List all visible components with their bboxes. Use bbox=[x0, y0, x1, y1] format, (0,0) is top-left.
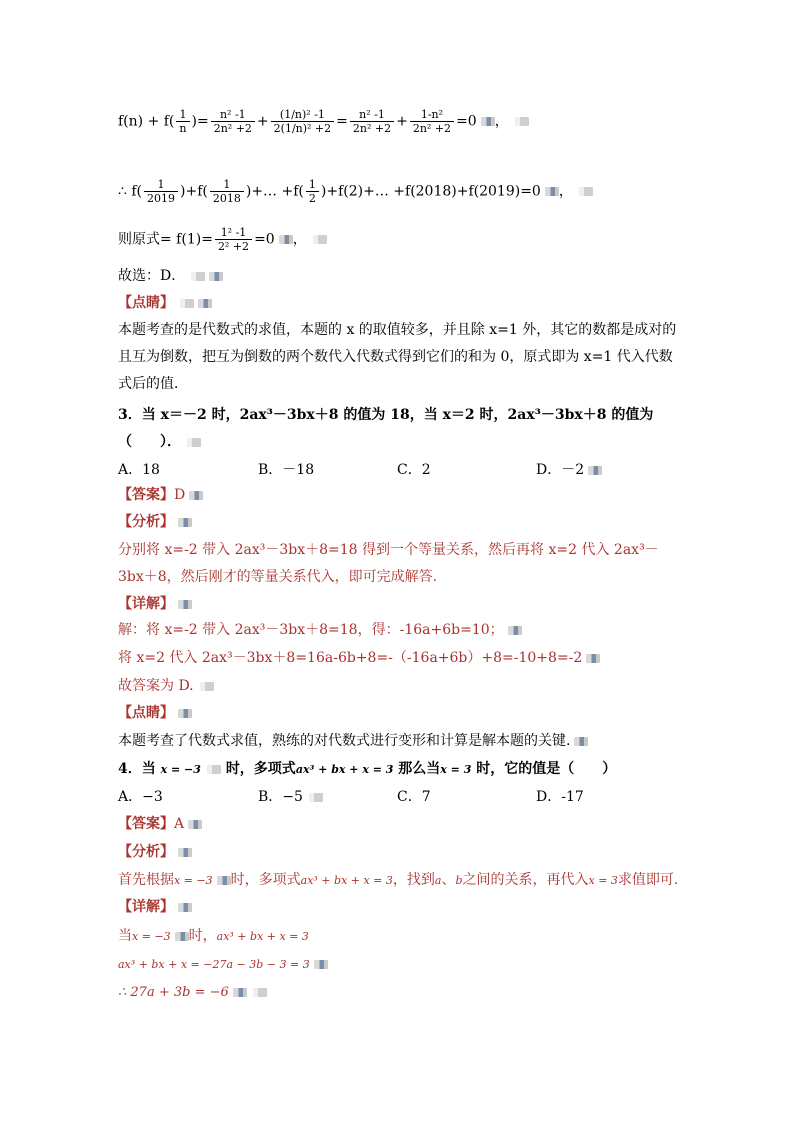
q4-option-d: D．-17 bbox=[536, 789, 584, 805]
q3-option-c: C．2 bbox=[397, 462, 431, 478]
formula-line-1: f(n) + f( $\frac{1}{n}$ )= $\frac{\text{n² -1}}{\text{2n² +2}}$ + $\frac{\text{(1/n)² -1}}{\text{2(1/n)² +2}}$ = $\frac{\text{n² -1}}{\text{2n² +2}}$ + $\frac{\text{1-n²}}{\text{2n² +2}}$ =0 ， bbox=[118, 108, 529, 135]
watermark-icon bbox=[178, 518, 192, 527]
watermark-icon bbox=[588, 466, 602, 475]
watermark-icon bbox=[253, 988, 267, 997]
q2-answer-line: 故选：D． bbox=[118, 266, 223, 286]
q4-detail-tag: 【详解】 bbox=[118, 897, 192, 917]
formula1-term2: $\frac{\text{(1/n)² -1}}{\text{2(1/n)² +2}}$ bbox=[271, 108, 335, 135]
q3-point-text: 本题考查了代数式求值，熟练的对代数式进行变形和计算是解本题的关键. bbox=[118, 731, 588, 751]
q3-analysis-tag: 【分析】 bbox=[118, 512, 192, 532]
formula3-fraction: $\frac{\text{1² -1}}{\text{2² +2}}$ bbox=[215, 226, 252, 253]
q4-detail-1: 当x = −3 时，ax³ + bx + x = 3 bbox=[118, 928, 309, 944]
q3-analysis: 分别将 x=-2 带入 2ax³－3bx＋8=18 得到一个等量关系，然后再将 x=2 代入 2ax³－3bx＋8，然后刚才的等量关系代入，即可完成解答. bbox=[118, 542, 659, 585]
watermark-icon bbox=[191, 272, 205, 281]
q4-option-b: B．−5 bbox=[258, 787, 323, 807]
watermark-icon bbox=[515, 117, 529, 126]
q3-option-a: A．18 bbox=[118, 462, 160, 478]
watermark-icon bbox=[309, 793, 323, 802]
watermark-icon bbox=[279, 235, 293, 244]
q4-detail-2: ax³ + bx + x = −27a − 3b − 3 = 3 bbox=[118, 954, 328, 975]
watermark-icon bbox=[198, 299, 212, 308]
q2-point-tag: 【点睛】 bbox=[118, 293, 212, 313]
q4-analysis: 首先根据x = −3 时，多项式ax³ + bx + x = 3，找到a、b之间的关系，再代入x = 3求值即可. bbox=[118, 872, 679, 888]
q2-point-text: 本题考查的是代数式的求值，本题的 x 的取值较多，并且除 x=1 外，其它的数都是成对的且互为倒数，把互为倒数的两个数代入代数式得到它们的和为 0，原式即为 x=1 代入代数式后的值． bbox=[118, 322, 677, 392]
formula2-frac-2: $\frac{1}{2018}$ bbox=[210, 178, 244, 205]
q4-detail-3: ∴ 27a + 3b = −6 bbox=[118, 982, 267, 1003]
watermark-icon bbox=[586, 654, 600, 663]
watermark-icon bbox=[313, 235, 327, 244]
watermark-icon bbox=[189, 491, 203, 500]
formula1-term1: $\frac{\text{n² -1}}{\text{2n² +2}}$ bbox=[211, 108, 255, 135]
q4-option-c: C．7 bbox=[397, 789, 431, 805]
q3-question: 3．当 x＝－2 时，2ax³－3bx＋8 的值为 18，当 x＝2 时，2ax³－3bx＋8 的值为 bbox=[118, 407, 654, 423]
watermark-icon bbox=[207, 765, 221, 774]
q3-detail-2: 将 x=2 代入 2ax³－3bx＋8=16a-6b+8=-（-16a+6b）+8=-10+8=-2 bbox=[118, 648, 600, 668]
q3-detail-3: 故答案为 D. bbox=[118, 676, 214, 696]
watermark-icon bbox=[178, 848, 192, 857]
watermark-icon bbox=[178, 903, 192, 912]
q4-option-a: A．−3 bbox=[118, 789, 163, 805]
q3-option-d: D．－2 bbox=[536, 460, 602, 480]
formula1-lhs: f(n) + f( bbox=[118, 113, 175, 130]
watermark-icon bbox=[178, 600, 192, 609]
q3-answer: 【答案】D bbox=[118, 485, 203, 505]
watermark-icon bbox=[314, 960, 328, 969]
watermark-icon bbox=[178, 709, 192, 718]
watermark-icon bbox=[200, 682, 214, 691]
q3-blank: （ ）． bbox=[118, 432, 201, 452]
watermark-icon bbox=[209, 272, 223, 281]
formula-line-2: ∴ f( $\frac{1}{2019}$ )+f( $\frac{1}{2018}$ )+… +f( $\frac{1}{2}$ )+f(2)+… +f(2018)+f(2019)=0 ， bbox=[118, 178, 593, 205]
formula2-frac-1: $\frac{1}{2019}$ bbox=[144, 178, 178, 205]
watermark-icon bbox=[508, 626, 522, 635]
watermark-icon bbox=[481, 117, 495, 126]
q4-analysis-tag: 【分析】 bbox=[118, 842, 192, 862]
q3-detail-tag: 【详解】 bbox=[118, 594, 192, 614]
q4-question: 4．当 x = −3 时，多项式ax³ + bx + x = 3 那么当x = 3 时，它的值是（ ） bbox=[118, 761, 617, 777]
q3-detail-1: 解：将 x=-2 带入 2ax³－3bx＋8=18，得：-16a+6b=10； bbox=[118, 620, 522, 640]
formula1-lhs-fraction: $\frac{1}{n}$ bbox=[176, 108, 189, 135]
watermark-icon bbox=[579, 187, 593, 196]
watermark-icon bbox=[175, 932, 189, 941]
watermark-icon bbox=[233, 988, 247, 997]
q3-point-tag: 【点睛】 bbox=[118, 703, 192, 723]
watermark-icon bbox=[187, 438, 201, 447]
formula1-term4: $\frac{\text{1-n²}}{\text{2n² +2}}$ bbox=[410, 108, 454, 135]
q3-option-b: B．－18 bbox=[258, 462, 315, 478]
formula1-term3: $\frac{\text{n² -1}}{\text{2n² +2}}$ bbox=[350, 108, 394, 135]
q4-answer: 【答案】A bbox=[118, 814, 202, 834]
formula2-frac-3: $\frac{1}{2}$ bbox=[306, 178, 319, 205]
watermark-icon bbox=[574, 737, 588, 746]
watermark-icon bbox=[188, 820, 202, 829]
watermark-icon bbox=[217, 876, 231, 885]
watermark-icon bbox=[180, 299, 194, 308]
watermark-icon bbox=[545, 187, 559, 196]
formula-line-3: 则原式= f(1)= $\frac{\text{1² -1}}{\text{2² +2}}$ =0 ， bbox=[118, 226, 327, 253]
